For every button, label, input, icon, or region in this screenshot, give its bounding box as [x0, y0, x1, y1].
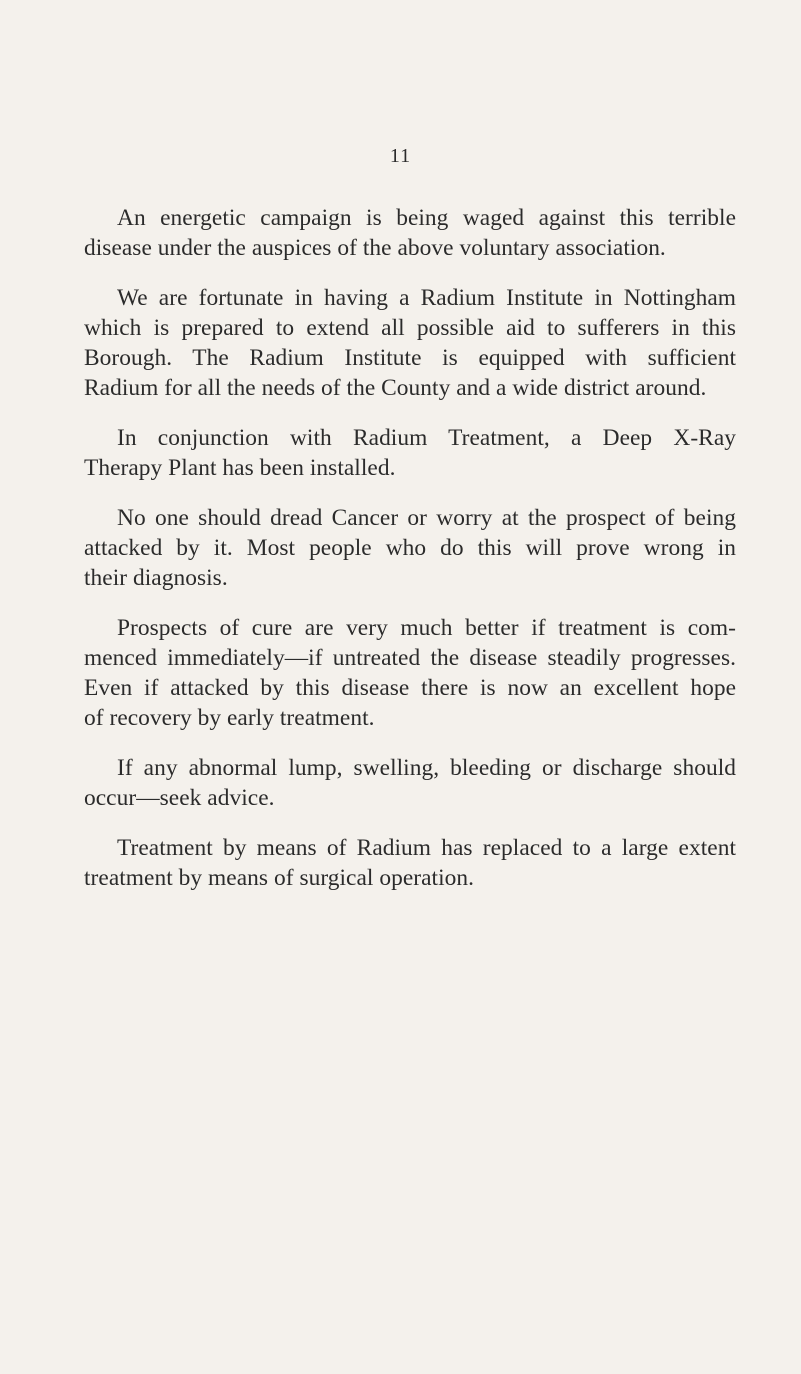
paragraph-line: treatment by means of surgical operation.	[84, 865, 475, 891]
body-text	[84, 203, 736, 913]
paragraph-line: of recovery by early treatment.	[84, 705, 375, 731]
paragraph-xray-therapy	[84, 423, 736, 483]
paragraph-seek-advice	[84, 753, 736, 813]
paragraph-line: attacked by it. Most people who do this will prove wrong in	[84, 535, 736, 561]
paragraph-line: We are fortunate in having a Radium Institute in Nottingham	[117, 285, 736, 311]
paragraph-line: Therapy Plant has been installed.	[84, 455, 396, 481]
paragraph-line: menced immediately—if untreated the disease steadily progresses.	[84, 645, 736, 671]
paragraph-line: which is prepared to extend all possible aid to sufferers in this	[84, 315, 736, 341]
paragraph-line: occur—seek advice.	[84, 785, 275, 811]
paragraph-line: Even if attacked by this disease there is now an excellent hope	[84, 675, 736, 701]
paragraph-line: An energetic campaign is being waged against this terrible	[117, 205, 736, 231]
paragraph-line: Prospects of cure are very much better if treatment is com-	[117, 615, 736, 641]
paragraph-line: If any abnormal lump, swelling, bleeding or discharge should	[117, 755, 736, 781]
paragraph-dread	[84, 503, 736, 593]
paragraph-line: No one should dread Cancer or worry at the prospect of being	[117, 505, 736, 531]
page-number: 11	[389, 145, 412, 167]
paragraph-line: Borough. The Radium Institute is equipped with sufficient	[84, 345, 736, 371]
paragraph-treatment	[84, 833, 736, 893]
paragraph-line: In conjunction with Radium Treatment, a Deep X-Ray	[117, 425, 736, 451]
paragraph-line: Radium for all the needs of the County and a wide district around.	[84, 375, 707, 401]
paragraph-prospects	[84, 613, 736, 733]
paragraph-line: their diagnosis.	[84, 565, 228, 591]
paragraph-line: Treatment by means of Radium has replaced to a large extent	[117, 835, 736, 861]
paragraph-radium-institute	[84, 283, 736, 403]
paragraph-campaign	[84, 203, 736, 263]
paragraph-line: disease under the auspices of the above voluntary association.	[84, 235, 666, 261]
